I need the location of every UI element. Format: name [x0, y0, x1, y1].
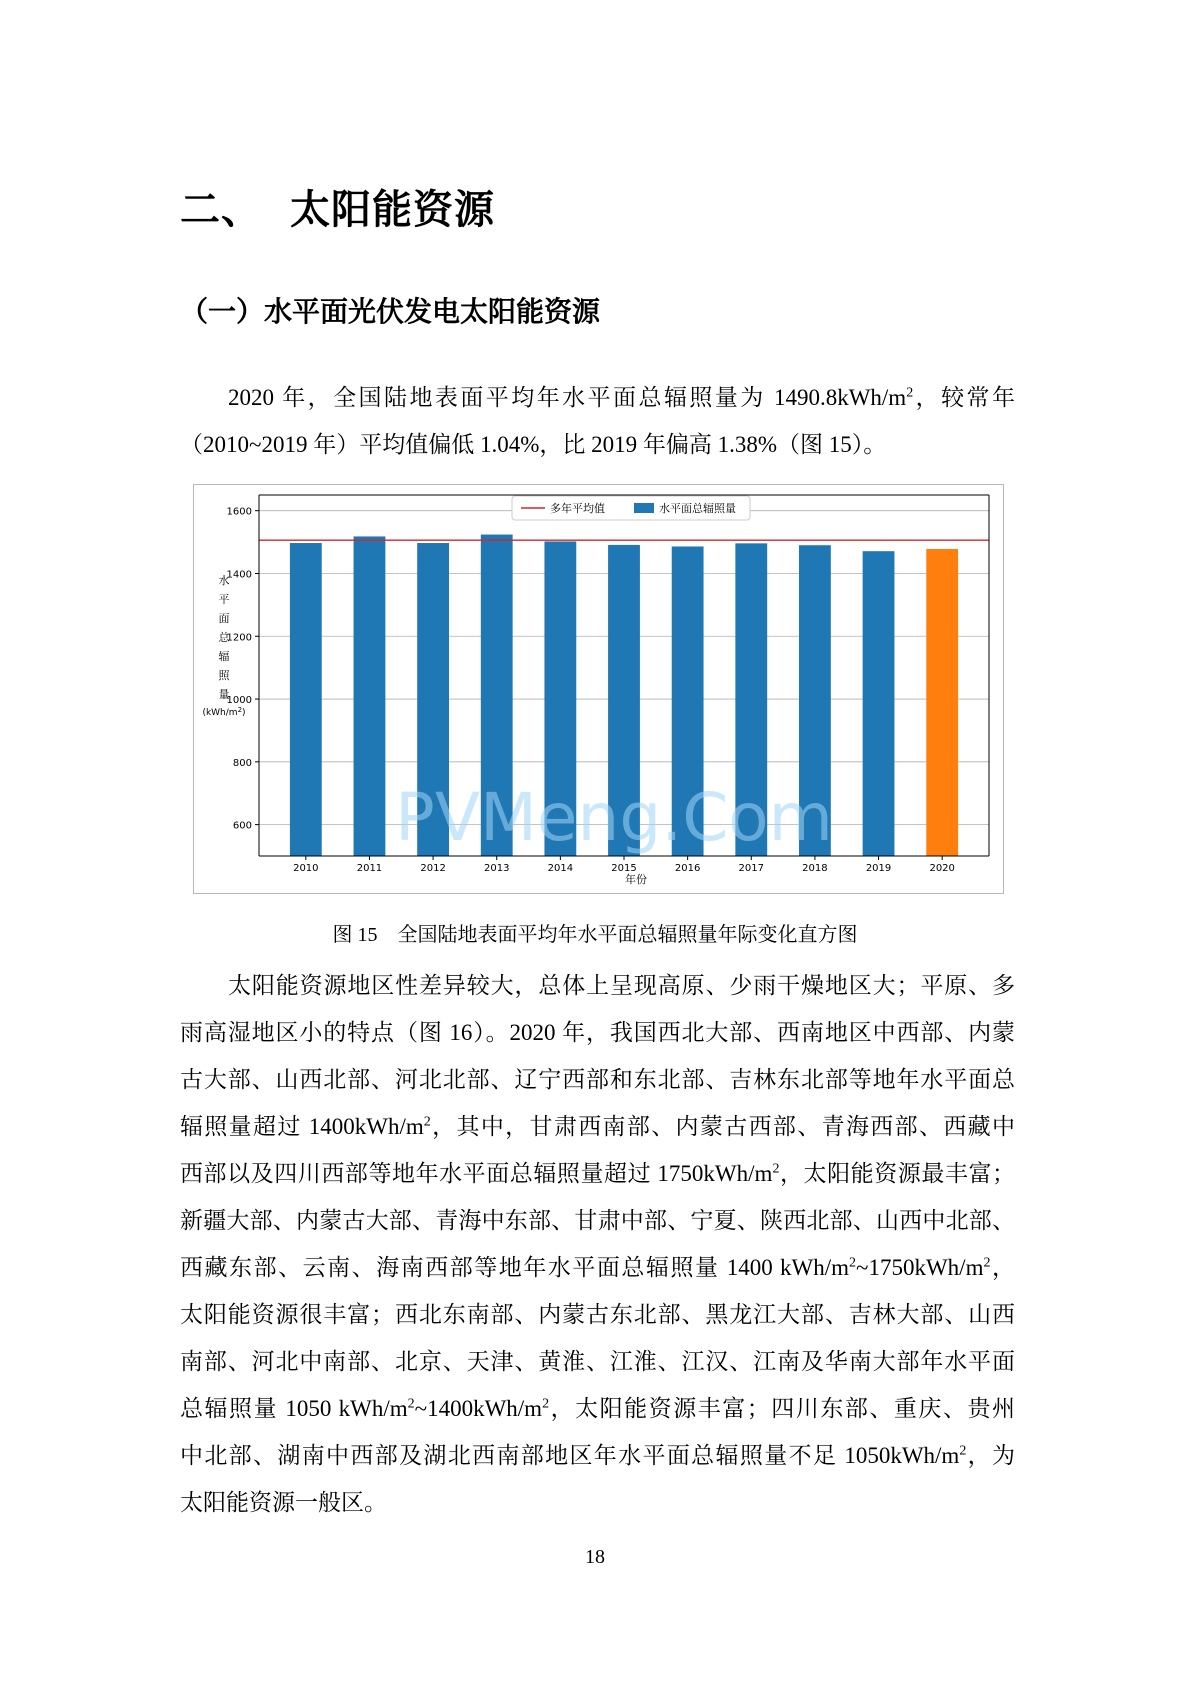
legend-label-series: 水平面总辐照量: [659, 502, 736, 515]
legend-label-average: 多年平均值: [550, 502, 605, 515]
section-number: 二、: [180, 187, 262, 233]
body-line-7: 西藏东部、云南、海南西部等地年水平面总辐照量 1400 kWh/$m^2\sim 1750kWh/m^2$，: [180, 1255, 1015, 1280]
page-number: 18: [585, 1546, 605, 1568]
y-tick-label: 1600: [226, 506, 252, 518]
bar-2010: [290, 543, 322, 856]
section-heading: [180, 178, 495, 235]
x-tick-label: 2017: [738, 863, 764, 874]
x-tick-label: 2010: [293, 863, 319, 874]
y-tick-label: 1200: [226, 632, 252, 644]
body-line-5: 西部以及四川西部等地年水平面总辐照量超过 $1750kWh/m^2$，太阳能资源最丰富；: [180, 1161, 1016, 1186]
x-tick-label: 2015: [611, 863, 637, 874]
watermark: PVMeng.Com: [395, 779, 833, 856]
bar-2011: [354, 536, 386, 856]
x-tick-label: 2018: [802, 863, 828, 874]
y-tick-label: 1400: [226, 569, 252, 581]
y-tick-label: 1000: [226, 695, 252, 707]
body-line-12: 太阳能资源一般区。: [180, 1490, 387, 1515]
x-tick-label: 2016: [674, 863, 701, 874]
x-tick-label: 2019: [865, 863, 892, 874]
body-line-4: 辐照量超过 $1400kWh/m^2$，其中，甘肃西南部、内蒙古西部、青海西部、西藏中: [180, 1114, 1015, 1139]
legend-bar-swatch: [634, 503, 654, 513]
x-tick-label: 2013: [484, 863, 510, 874]
bar-chart: [194, 485, 1002, 892]
body-line-10: 总辐照量 1050 kWh/$m^2\sim 1400kWh/m^2$，太阳能资源丰富；四川东部、重庆、贵州: [180, 1396, 1015, 1421]
y-label-char: 总: [218, 631, 230, 644]
y-tick-label: 800: [232, 757, 252, 769]
bar-2019: [863, 551, 895, 856]
x-tick-label: 2011: [356, 863, 383, 874]
body-line-8: 太阳能资源很丰富；西北东南部、内蒙古东北部、黑龙江大部、吉林大部、山西: [180, 1302, 1015, 1327]
section-title: 太阳能资源: [290, 187, 495, 233]
legend: [512, 496, 750, 520]
x-tick-label: 2014: [547, 863, 574, 874]
body-line-1: 太阳能资源地区性差异较大，总体上呈现高原、少雨干燥地区大；平原、多: [228, 973, 1015, 998]
y-label-char: 平: [218, 593, 230, 606]
body-line-3: 古大部、山西北部、河北北部、辽宁西部和东北部、吉林东北部等地年水平面总: [180, 1067, 1015, 1092]
body-line-11: 中北部、湖南中西部及湖北西南部地区年水平面总辐照量不足 $1050kWh/m^2$，为: [180, 1443, 1015, 1468]
intro-line-2: （2010~2019 年）平均值偏低 1.04%，比 2019 年偏高 1.38%（图 15）。: [180, 432, 887, 457]
body-line-9: 南部、河北中南部、北京、天津、黄淮、江淮、江汉、江南及华南大部年水平面: [180, 1349, 1015, 1374]
x-tick-label: 2020: [929, 863, 955, 874]
body-line-6: 新疆大部、内蒙古大部、青海中东部、甘肃中部、宁夏、陕西北部、山西中北部、: [180, 1208, 1015, 1233]
y-label-char: 照: [218, 669, 230, 682]
y-label-char: 面: [218, 612, 230, 625]
intro-paragraph: [180, 374, 1015, 468]
y-label-char: 水: [218, 574, 230, 587]
x-tick-label: 2012: [420, 863, 446, 874]
intro-line-1: 2020 年，全国陆地表面平均年水平面总辐照量为 $1490.8kWh/m^2$，较常年: [228, 385, 1016, 410]
bar-2020: [926, 549, 958, 856]
y-label-unit: $(kWh/m^2)$: [202, 706, 246, 718]
body-paragraph: [180, 962, 1015, 1526]
y-label-char: 辐: [218, 650, 230, 663]
body-line-2: 雨高湿地区小的特点（图 16）。2020 年，我国西北大部、西南地区中西部、内蒙: [180, 1020, 1015, 1045]
subsection-heading: （一）水平面光伏发电太阳能资源: [180, 295, 601, 328]
x-axis-label: 年份: [625, 873, 647, 886]
y-tick-label: 600: [232, 820, 252, 832]
figure-caption: 图 15 全国陆地表面平均年水平面总辐照量年际变化直方图: [332, 924, 858, 946]
chart-frame: [193, 484, 1004, 894]
y-label-char: 量: [218, 688, 230, 701]
